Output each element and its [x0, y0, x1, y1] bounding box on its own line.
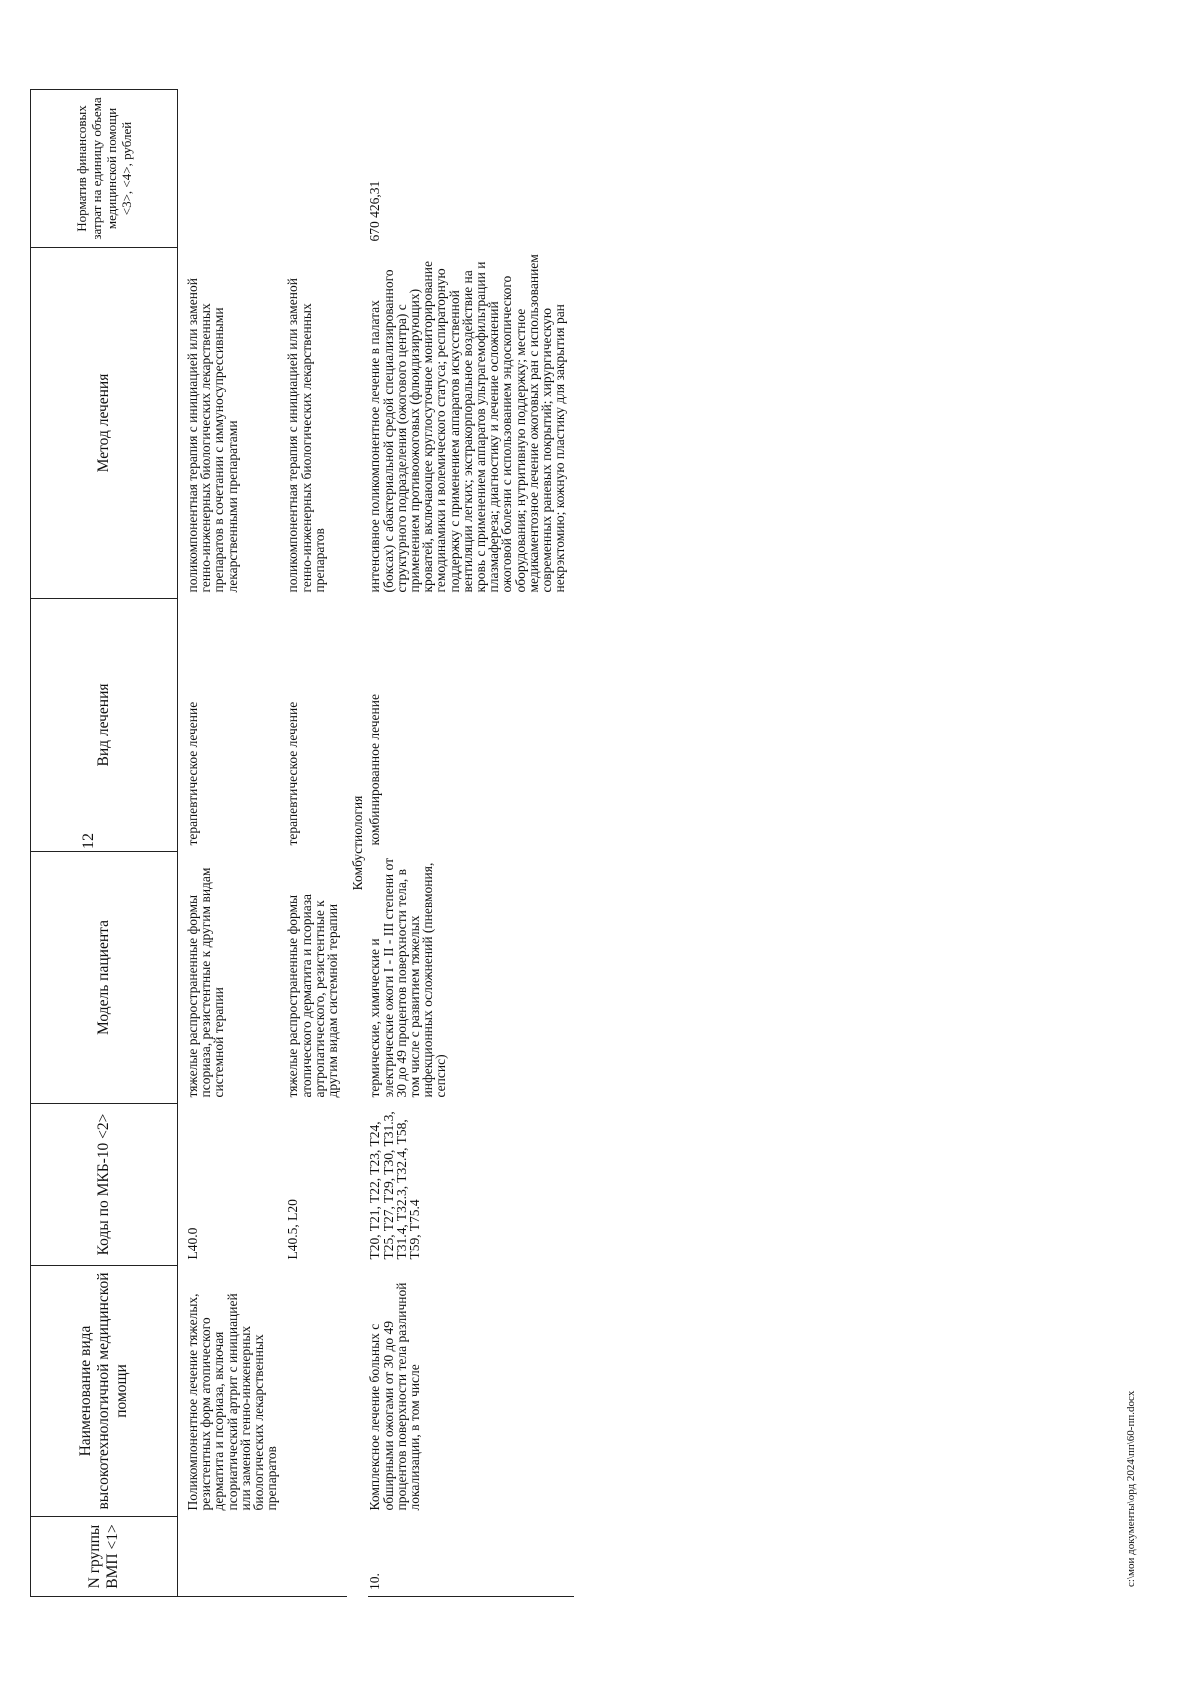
cell-cost: 670 426,31: [367, 180, 383, 242]
cell-group: 10.: [368, 1517, 574, 1597]
table-row: [178, 90, 287, 1597]
cell-method: интенсивное поликомпонентное лечение в палатах (боксах) с абактериальной средой специализированного структурного подразделения (ожогового центра) с применением противоожоговых (флюидизирующих) кроватей, включающее круглосуточное мониторирование гемодинамики и волемического статуса; респираторную поддержку с применением аппаратов искусственной вентиляции легких; экстракорпоральное воздействие на кровь с применением аппаратов ультрагемофильтрации и плазмафереза; диагностику и лечение осложнений ожоговой болезни с использованием эндоскопического оборудования; нутритивную поддержку; местное медикаментозное лечение ожоговых ран с использованием современных раневых покрытий; хирургическую некрэктомию; кожную пластику для закрытия ран: [367, 254, 568, 593]
header-group-number: N группы ВМП <1>: [31, 1517, 178, 1597]
cell-group: [178, 1517, 287, 1597]
cell-method: поликомпонентная терапия с инициацией или заменой генно-инженерных биологических лекарственных препаратов в сочетании с иммуносупрессивными лекарственными препаратами: [185, 278, 240, 593]
header-treatment-type: Вид лечения: [31, 599, 178, 852]
cell-cost: [178, 90, 287, 248]
cell-type: терапевтическое лечение: [285, 701, 301, 846]
table-row: [368, 90, 574, 1597]
cell-group: [286, 1517, 347, 1597]
cell-cost: [286, 90, 347, 248]
cell-name: [286, 1266, 347, 1517]
cell-method: поликомпонентная терапия с инициацией или заменой генно-инженерных биологических лекарственных препаратов: [285, 278, 327, 593]
header-vmp-name: Наименование вида высокотехнологичной медицинской помощи: [31, 1266, 178, 1517]
cell-codes: L40.5, L20: [285, 1199, 301, 1260]
cell-type: комбинированное лечение: [367, 694, 383, 846]
header-treatment-method: Метод лечения: [31, 248, 178, 599]
section-row: [347, 90, 368, 1597]
header-cost-norm: Норматив финансовых затрат на единицу объема медицинской помощи <3>, <4>, рублей: [31, 90, 178, 248]
section-title: Комбустиология: [350, 795, 366, 891]
table-header-row: [31, 90, 178, 1597]
cell-model: термические, химические и электрические ожоги I - II - III степени от 30 до 49 процентов поверхности тела, в том числе с развитием тяжелых инфекционных осложнений (пневмония, сепсис): [367, 858, 449, 1098]
cell-model: тяжелые распространенные формы атопического дерматита и псориаза артропатического, резистентные к другим видам системной терапии: [285, 893, 341, 1098]
cell-codes: T20, T21, T22, T23, T24, T25, T27, T29, T30, T31.3, T31.4, T32.3, T32.4, T58, T59, T75.4: [367, 1111, 423, 1260]
header-icd-codes: Коды по МКБ-10 <2>: [31, 1104, 178, 1266]
cell-name: Поликомпонентное лечение тяжелых, резистентных форм атопического дерматита и псориаза, включая псориатический артрит с инициацией или заменой генно-инженерных биологических лекарственных препаратов: [185, 1293, 280, 1511]
file-path: c:\мои документы\орд 2024\пп\60-пп.docx: [1125, 1390, 1137, 1587]
table-row: [286, 90, 347, 1597]
cell-name: Комплексное лечение больных с обширными ожогами от 30 до 49 процентов поверхности тела различной локализации, в том числе: [367, 1282, 423, 1511]
cell-model: тяжелые распространенные формы псориаза, резистентные к другим видам системной терапии: [185, 867, 227, 1098]
cell-type: терапевтическое лечение: [185, 701, 200, 846]
cell-codes: L40.0: [185, 1227, 200, 1260]
header-patient-model: Модель пациента: [31, 852, 178, 1104]
vmp-table: [30, 89, 574, 1597]
page-number: 12: [80, 833, 97, 849]
